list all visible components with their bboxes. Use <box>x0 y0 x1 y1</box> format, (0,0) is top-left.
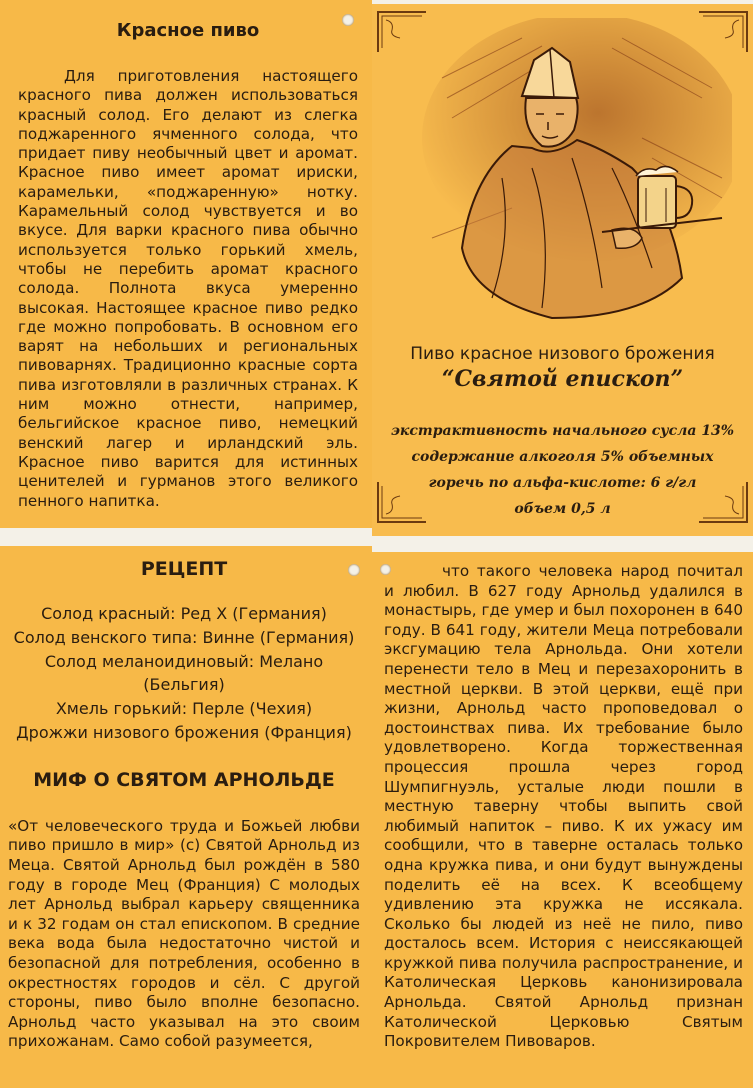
beer-name: “Святой епископ” <box>441 366 684 392</box>
spec-alcohol: содержание алкоголя 5% объемных <box>411 449 714 465</box>
hanging-hole <box>348 564 360 576</box>
recipe-item: (Бельгия) <box>143 675 225 695</box>
recipe-title: РЕЦЕПТ <box>140 558 228 580</box>
red-beer-description: Для приготовления настоящего красного пива должен использоваться красный солод. Его делают из слегка поджаренного ячменного солода, что придает пиву необычный цвет и аромат. Красное пиво имеет аромат ириски, карамельки, «поджаренную» нотку. Карамельный солод чувствуется и во вкусе. Для варки красного пива обычно используется только горький хмель, чтобы не перебить аромат красного солода. Полнота вкуса умеренно высокая. Настоящее красное пиво редко где можно попробовать. В основном его варят на небольших и региональных пивоварнях. Традиционно красные сорта пива изготовляли в различных странах. К ним можно отнести, например, бельгийское красное пиво, немецкий венский лагер и ирландский эль. Красное пиво варится для истинных ценителей и гурманов этого великого пенного напитка. <box>18 67 358 510</box>
card-red-beer <box>0 0 372 528</box>
recipe-list <box>8 602 360 745</box>
spec-bitterness: горечь по альфа-кислоте: 6 г/гл <box>428 475 697 491</box>
myth-text-part-2: что такого человека народ почитал и любил. В 627 году Арнольд удалился в монастырь, где умер и был похоронен в 640 году. В 641 году, жители Меца потребовали эксгумацию тела Арнольда. Они хотели перенести тело в Мец и перезахоронить в местной церкви. В этой церкви, ещё при жизни, Арнольд часто проповедовал о достоинствах пива. Их требование было удовлетворено. Когда торжественная процессия прошла через город Шумпигнуэль, усталые люди пошли в местную таверну чтобы выпить свой любимый напиток – пиво. К их ужасу им сообщили, что в таверне осталась только одна кружка пива, и они будут вынуждены поделить её на всех. К всеобщему удивлению эта кружка не иссякала. Сколько бы людей из неё не пило, пиво досталось всем. История с неиссякающей кружкой пива получила распространение, и Католическая Церковь канонизировала Арнольда. Святой Арнольд признан Католической Церковью Святым Покровителем Пивоваров. <box>384 562 743 1051</box>
card-myth-continued <box>372 552 753 1088</box>
recipe-item: Дрожжи низового брожения (Франция) <box>16 722 352 742</box>
recipe-item: Хмель горький: Перле (Чехия) <box>55 699 313 719</box>
recipe-item: Солод красный: Ред Х (Германия) <box>41 604 327 623</box>
recipe-item: Солод меланоидиновый: Мелано <box>44 651 324 671</box>
hanging-hole <box>342 14 354 26</box>
bishop-illustration <box>402 18 732 330</box>
beer-subtitle: Пиво красное низового брожения <box>410 344 715 364</box>
card-recipe-myth <box>0 546 372 1088</box>
myth-text-part-1: «От человеческого труда и Божьей любви пиво пришло в мир» (с) Святой Арнольд из Меца. Святой Арнольд был рождён в 580 году в городе Мец (Франция) С молодых лет Арнольд выбрал карьеру священника и к 32 годам он стал епископом. В средние века вода была недостаточно чистой и безопасной для потребления, особенно в окрестностях городов и сёл. С другой стороны, пиво было вполне безопасно. Арнольд часто указывал на это своим прихожанам. Само собой разумеется, <box>8 816 360 1051</box>
beer-specs <box>372 418 753 522</box>
card-label <box>372 4 753 536</box>
hanging-hole <box>380 564 391 575</box>
card-title: Красное пиво <box>116 20 260 41</box>
spec-extract: экстрактивность начального сусла 13% <box>390 423 735 439</box>
spec-volume: объем 0,5 л <box>514 501 611 517</box>
recipe-item: Солод венского типа: Винне (Германия) <box>13 627 355 647</box>
myth-title: МИФ О СВЯТОМ АРНОЛЬДЕ <box>33 768 335 791</box>
